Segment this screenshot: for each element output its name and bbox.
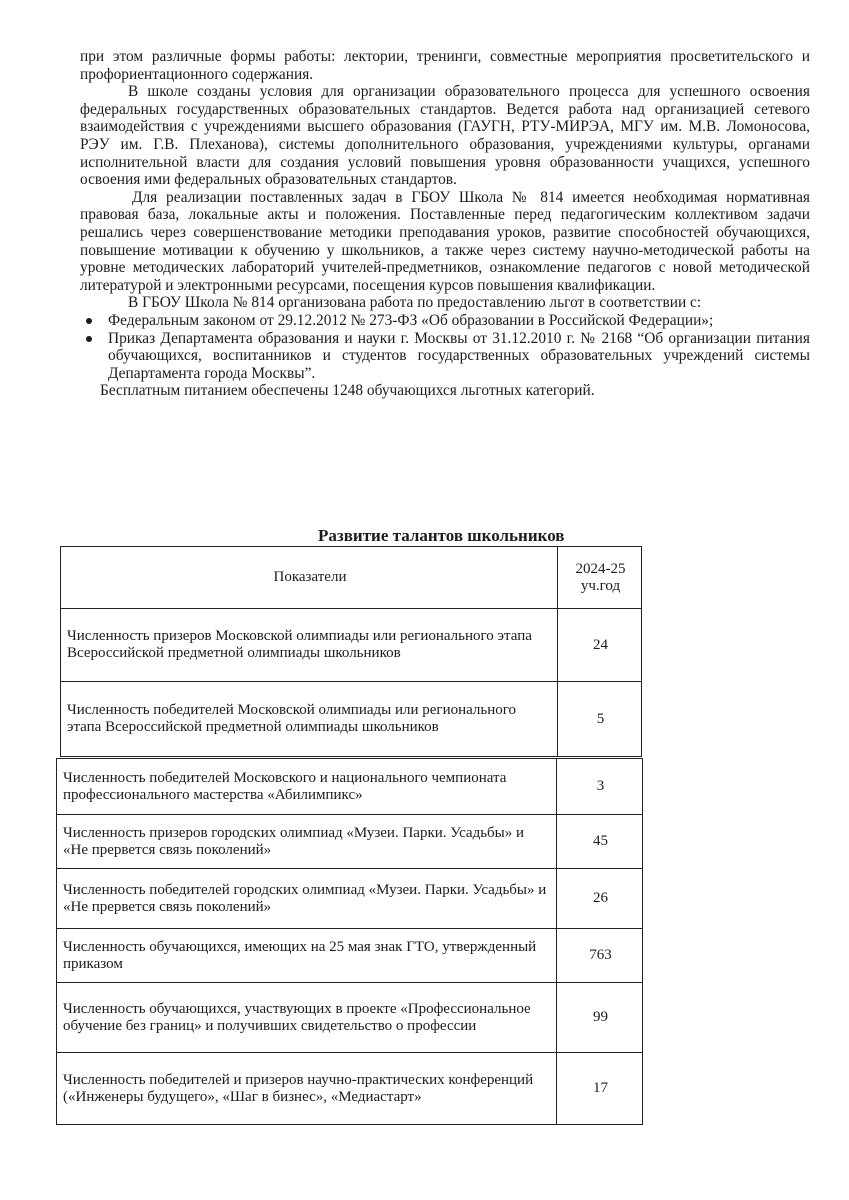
row-label: Численность победителей Московской олимпиады или регионального этапа Всероссийской предметной олимпиады школьников xyxy=(61,682,558,757)
row-label: Численность победителей Московского и национального чемпионата профессионального мастерства «Абилимпикс» xyxy=(57,759,557,815)
list-item-text: Федеральным законом от 29.12.2012 № 273-ФЗ «Об образовании в Российской Федерации»; xyxy=(108,311,714,329)
row-value: 45 xyxy=(557,815,643,869)
list-item-text: Приказ Департамента образования и науки г. Москвы от 31.12.2010 г. № 2168 “Об организации питания обучающихся, воспитанников и студентов государственных образовательных учреждений системы Департамента города Москвы”. xyxy=(108,329,810,382)
row-label: Численность призеров городских олимпиад «Музеи. Парки. Усадьбы» и «Не прервется связь поколений» xyxy=(57,815,557,869)
row-value: 17 xyxy=(557,1053,643,1125)
paragraph-3: Для реализации поставленных задач в ГБОУ Школа № 814 имеется необходимая нормативная правовая база, локальные акты и положения. Поставленные перед педагогическим коллективом задачи решались через совершенствование методики преподавания уроков, развитие способностей обучающихся, повышение мотивации к обучению у школьников, а также через систему научно-методической работы на уровне методических лабораторий учителей-предметников, ознакомление педагогов с новой методической литературой и электронными ресурсами, посещения курсов повышения квалификации. xyxy=(80,188,810,294)
table-row xyxy=(57,983,643,1053)
benefits-list xyxy=(80,312,810,382)
table-row xyxy=(61,609,642,682)
row-label: Численность победителей и призеров научно-практических конференций («Инженеры будущего», «Шаг в бизнес», «Медиастарт» xyxy=(57,1053,557,1125)
list-item xyxy=(80,330,810,383)
table-row xyxy=(57,929,643,983)
paragraph-5: Бесплатным питанием обеспечены 1248 обучающихся льготных категорий. xyxy=(100,382,595,400)
paragraph-1: при этом различные формы работы: лектории, тренинги, совместные мероприятия просветительского и профориентационного содержания. xyxy=(80,48,810,83)
row-value: 763 xyxy=(557,929,643,983)
header-year: 2024-25 уч.год xyxy=(558,547,642,609)
row-value: 26 xyxy=(557,869,643,929)
row-value: 99 xyxy=(557,983,643,1053)
table-row xyxy=(61,682,642,757)
table-row xyxy=(57,815,643,869)
row-label: Численность победителей городских олимпиад «Музеи. Парки. Усадьбы» и «Не прервется связь поколений» xyxy=(57,869,557,929)
row-label: Численность обучающихся, участвующих в проекте «Профессиональное обучение без границ» и получивших свидетельство о профессии xyxy=(57,983,557,1053)
talents-table-part-2 xyxy=(56,758,643,1125)
row-value: 24 xyxy=(558,609,642,682)
header-indicator: Показатели xyxy=(61,547,558,609)
paragraph-4: В ГБОУ Школа № 814 организована работа по предоставлению льгот в соответствии с: xyxy=(128,294,702,312)
row-value: 5 xyxy=(558,682,642,757)
bullet-icon xyxy=(86,318,92,324)
talents-table-part-1 xyxy=(60,546,642,757)
table-row xyxy=(57,1053,643,1125)
table-row xyxy=(57,869,643,929)
row-value: 3 xyxy=(557,759,643,815)
table-row xyxy=(57,759,643,815)
paragraph-2: В школе созданы условия для организации образовательного процесса для успешного освоения федеральных государственных образовательных стандартов. Ведется работа над организацией сетевого взаимодействия с учреждениями высшего образования (ГАУГН, РТУ-МИРЭА, МГУ им. М.В. Ломоносова, РЭУ им. Г.В. Плеханова), системы дополнительного образования, учреждениями культуры, органами исполнительной власти для создания условий повышения уровня образованности учащихся, успешного освоения ими федеральных образовательных стандартов. xyxy=(80,83,810,189)
row-label: Численность призеров Московской олимпиады или регионального этапа Всероссийской предметной олимпиады школьников xyxy=(61,609,558,682)
body-text xyxy=(80,48,810,400)
list-item xyxy=(80,312,810,330)
section-title: Развитие талантов школьников xyxy=(318,526,565,545)
table-header-row xyxy=(61,547,642,609)
row-label: Численность обучающихся, имеющих на 25 мая знак ГТО, утвержденный приказом xyxy=(57,929,557,983)
bullet-icon xyxy=(86,336,92,342)
